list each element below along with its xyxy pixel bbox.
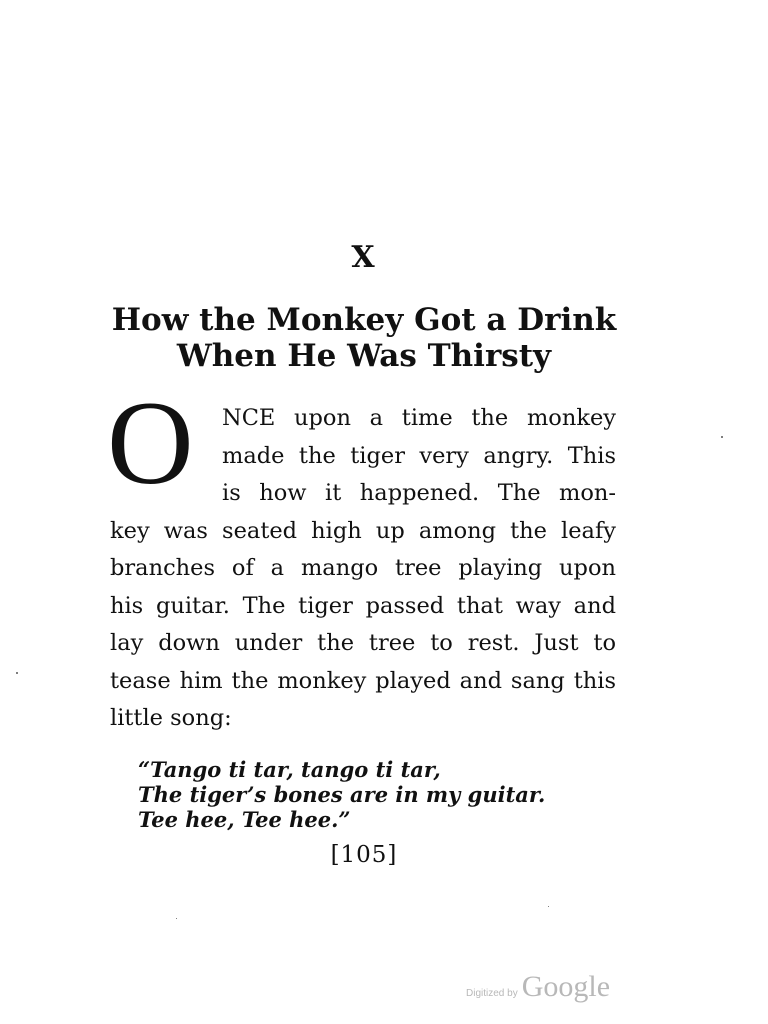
chapter-title — [100, 302, 628, 374]
page-number: [105] — [330, 842, 398, 868]
drop-cap: O — [107, 376, 194, 509]
body-line-8: tease him the monkey played and sang this — [110, 668, 616, 694]
body-line-4: key was seated high up among the leafy — [110, 518, 616, 544]
scan-speck — [176, 918, 177, 919]
scan-speck — [548, 906, 549, 907]
digitized-watermark — [466, 970, 610, 1004]
verse-line-2: The tiger’s bones are in my guitar. — [138, 782, 546, 807]
scan-speck — [721, 436, 723, 438]
chapter-number: X — [351, 240, 377, 275]
verse-line-1: “Tango ti tar, tango ti tar, — [138, 757, 441, 782]
chapter-title-line-1: How the Monkey Got a Drink — [111, 302, 617, 338]
chapter-title-line-2: When He Was Thirsty — [176, 338, 552, 374]
verse-line-3: Tee hee, Tee hee.” — [138, 807, 351, 832]
body-line-6: his guitar. The tiger passed that way and — [110, 593, 616, 619]
body-line-7: lay down under the tree to rest. Just to — [110, 630, 616, 656]
body-line-5: branches of a mango tree playing upon — [110, 555, 616, 581]
scan-speck — [16, 672, 18, 674]
body-line-1: NCE upon a time the monkey — [222, 405, 616, 431]
body-line-2: made the tiger very angry. This — [222, 443, 616, 469]
watermark-prefix: Digitized by — [466, 988, 518, 999]
watermark-brand: Google — [521, 970, 611, 1003]
body-line-9: little song: — [110, 705, 232, 731]
body-line-3: is how it happened. The mon- — [222, 480, 616, 506]
